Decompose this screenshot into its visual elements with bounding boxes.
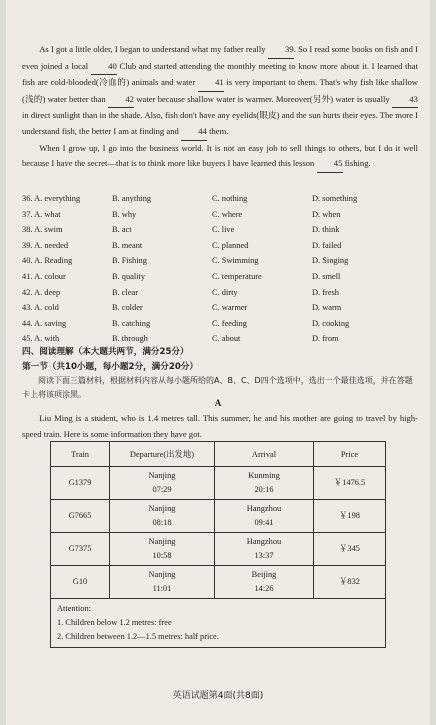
option-c: C. temperature [212, 271, 262, 281]
blank-41: 41 [198, 75, 224, 92]
cloze-text: When I grow up, I go into the business world. It is not an easy job to sell things to others, but I do it well because I have the secret—that is to think more like buyers I have learned this lesson [22, 142, 418, 169]
price: ￥832 [314, 566, 386, 599]
departure-city: Nanjing [148, 570, 176, 579]
option-a: 36. A. everything [22, 194, 81, 203]
option-row [22, 300, 422, 316]
departure-time: 07:29 [152, 485, 172, 494]
arrival-city: Hangzhou [246, 504, 282, 513]
option-a: 39. A. needed [22, 240, 69, 250]
options-list [22, 191, 422, 347]
arrival-cell [215, 533, 314, 566]
option-b: B. quality [112, 271, 146, 281]
blank-40: 40 [91, 59, 117, 76]
option-a: 42. A. deep [22, 287, 61, 297]
option-d: D. when [312, 209, 341, 219]
option-c: C. Swimming [212, 256, 259, 266]
option-c: C. feeding [212, 318, 247, 328]
option-row [22, 285, 422, 301]
table-row [51, 500, 386, 533]
departure-city: Nanjing [148, 471, 176, 480]
cloze-paragraph-1 [22, 42, 418, 141]
option-a: 43. A. cold [22, 303, 59, 313]
departure-time: 08:18 [152, 518, 172, 527]
arrival-cell [215, 566, 314, 599]
arrival-city: Beijing [251, 570, 277, 579]
column-header: Departure(出发地) [110, 442, 215, 467]
option-b: B. act [112, 225, 132, 235]
option-d: D. something [312, 194, 358, 203]
arrival-city: Kunming [248, 471, 280, 480]
option-c: C. warmer [212, 303, 248, 313]
blank-44: 44 [181, 124, 207, 141]
option-d: D. warm [312, 303, 342, 313]
option-c: C. nothing [212, 194, 248, 203]
option-a: 41. A. colour [22, 271, 66, 281]
option-b: B. anything [112, 194, 152, 203]
train-number: G10 [51, 566, 110, 599]
price: ￥345 [314, 533, 386, 566]
table-row [51, 566, 386, 599]
option-c: C. about [212, 334, 241, 344]
departure-cell [110, 533, 215, 566]
attention-title: Attention: [57, 604, 91, 613]
column-header: Arrival [215, 442, 314, 467]
page-footer: 英语试题第4面(共8面) [172, 691, 264, 701]
option-row [22, 253, 422, 269]
table-row [51, 467, 386, 500]
arrival-time: 09:41 [254, 518, 274, 527]
cloze-paragraph-2 [22, 141, 418, 173]
blank-42: 42 [108, 92, 134, 109]
blank-45: 45 [317, 156, 343, 173]
cloze-text: in direct sunlight than in the shade. Also, fish don't have any eyelids(眼皮) and the sun hurts their eyes. The more I understand fish, the better I am at finding and [22, 110, 418, 136]
train-number: G7375 [51, 533, 110, 566]
blank-39: 39 [268, 42, 294, 59]
exam-page [6, 0, 430, 725]
arrival-city: Hangzhou [246, 537, 282, 546]
option-d: D. smell [312, 271, 341, 281]
attention-cell [51, 599, 386, 648]
blank-43: 43 [392, 92, 418, 109]
train-table [50, 441, 386, 648]
option-c: C. where [212, 209, 243, 219]
option-b: B. through [112, 334, 148, 344]
option-row [22, 238, 422, 254]
option-c: C. live [212, 225, 235, 235]
option-a: 45. A. with [22, 334, 60, 344]
departure-time: 11:01 [152, 584, 172, 593]
column-header: Price [314, 442, 386, 467]
table-row [51, 533, 386, 566]
section-heading: 四、阅读理解（本大题共两节，满分25分） [22, 347, 189, 357]
cloze-text: As I got a little older, I began to understand what my father really [39, 44, 266, 54]
cloze-text: fishing. [344, 158, 371, 169]
column-header: Train [51, 442, 110, 467]
arrival-cell [215, 500, 314, 533]
passage-label: A [214, 398, 222, 408]
arrival-time: 13:37 [254, 551, 274, 560]
attention-note: 2. Children between 1.2—1.5 metres: half price. [57, 632, 219, 641]
train-number: G1379 [51, 467, 110, 500]
cloze-text: . So I read some books on fish and I even joined a local [22, 44, 418, 71]
option-row [22, 207, 422, 223]
part-heading: 第一节（共10小题，每小题2分，满分20分） [22, 362, 198, 372]
cloze-passage [22, 42, 418, 173]
option-d: D. fresh [312, 287, 339, 297]
option-d: D. from [312, 334, 339, 344]
arrival-time: 14:26 [254, 584, 274, 593]
option-d: D. cooking [312, 318, 350, 328]
option-a: 44. A. saving [22, 318, 67, 328]
option-a: 37. A. what [22, 209, 61, 219]
option-d: D. think [312, 225, 340, 235]
attention-row [51, 599, 386, 648]
departure-city: Nanjing [148, 537, 176, 546]
cloze-text: them. [209, 125, 229, 136]
departure-cell [110, 566, 215, 599]
arrival-cell [215, 467, 314, 500]
departure-cell [110, 467, 215, 500]
arrival-time: 20:16 [254, 485, 274, 494]
passage-intro: Liu Ming is a student, who is 1.4 metres tall. This summer, he and his mother are going to travel by high-speed train. Here is some information they have got. [22, 413, 418, 439]
option-a: 38. A. swim [22, 225, 63, 235]
departure-city: Nanjing [148, 504, 176, 513]
option-d: D. Singing [312, 256, 349, 266]
option-b: B. catching [112, 318, 151, 328]
attention-note: 1. Children below 1.2 metres: free [57, 618, 172, 627]
option-b: B. meant [112, 240, 143, 250]
cloze-text: water because shallow water is warmer. Moreover(另外) water is usually [136, 93, 390, 104]
train-number: G7665 [51, 500, 110, 533]
option-c: C. dirty [212, 287, 238, 297]
departure-cell [110, 500, 215, 533]
option-d: D. failed [312, 240, 342, 250]
cloze-text: Club and started attending the monthly meeting to know more about it. I learned that fish are cold-blooded(冷血的) animals and water [22, 60, 418, 88]
option-row [22, 316, 422, 332]
section-instruction: 阅读下面三篇材料，根据材料内容从每小题所给的A、B、C、D四个选项中，选出一个最佳选项，并在答题卡上将该项涂黑。 [22, 376, 413, 399]
option-row [22, 269, 422, 285]
option-b: B. Fishing [112, 256, 147, 266]
departure-time: 10:58 [152, 551, 172, 560]
option-a: 40. A. Reading [22, 256, 73, 266]
price: ￥198 [314, 500, 386, 533]
option-b: B. colder [112, 303, 143, 313]
option-c: C. planned [212, 240, 249, 250]
option-row [22, 222, 422, 238]
option-b: B. why [112, 209, 137, 219]
price: ￥1476.5 [314, 467, 386, 500]
table-header-row [51, 442, 386, 467]
cloze-text: is very important to them. That's why fish like shallow (浅的) water better than [22, 77, 418, 104]
option-b: B. clear [112, 287, 139, 297]
option-row [22, 191, 422, 207]
